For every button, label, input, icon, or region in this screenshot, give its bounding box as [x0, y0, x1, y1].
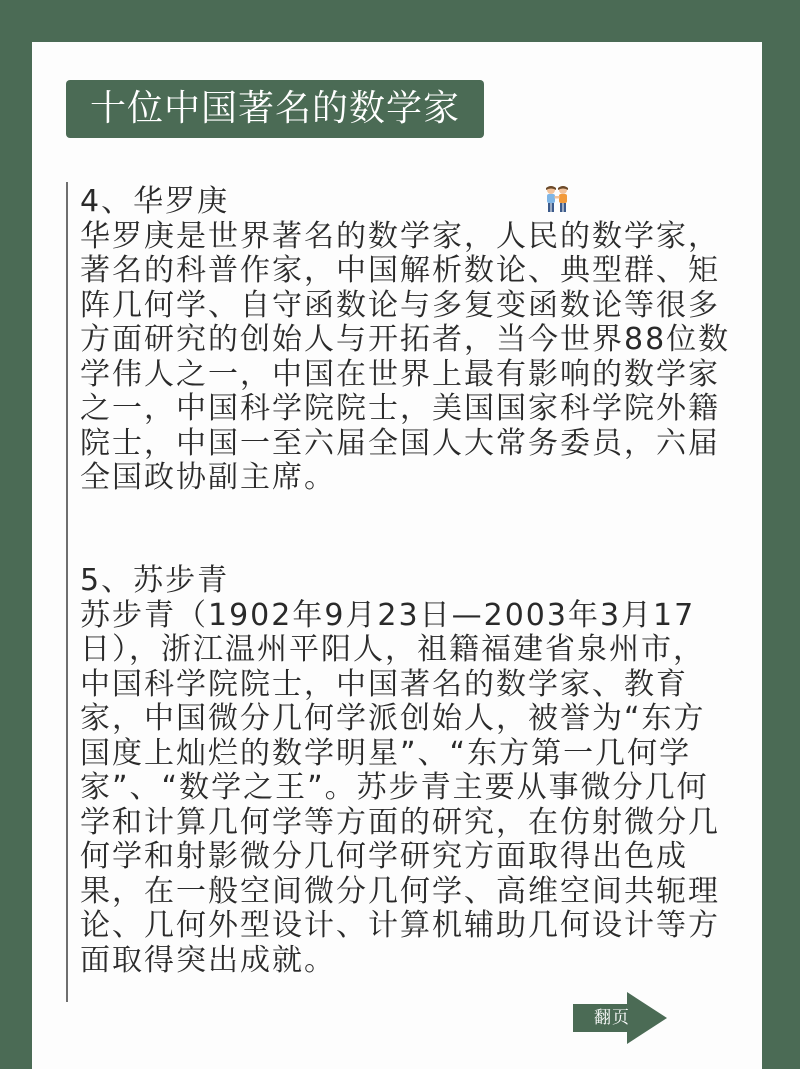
- section-su-buqing: [80, 564, 732, 978]
- section-hua-luogeng: [80, 185, 732, 496]
- next-page-button[interactable]: [573, 992, 669, 1044]
- page-title: 十位中国著名的数学家: [66, 80, 484, 138]
- section-body: 苏步青（1902年9月23日—2003年3月17日），浙江温州平阳人，祖籍福建省泉州市，中国科学院院士，中国著名的数学家、教育家，中国微分几何学派创始人，被誉为“东方国度上灿烂的数学明星”、“东方第一几何学家”、“数学之王”。苏步青主要从事微分几何学和计算几何学等方面的研究，在仿射微分几何学和射影微分几何学研究方面取得出色成果，在一般空间微分几何学、高维空间共轭理论、几何外型设计、计算机辅助几何设计等方面取得突出成就。: [80, 597, 720, 978]
- two-people-icon: [542, 184, 572, 214]
- section-body: 华罗庚是世界著名的数学家，人民的数学家，著名的科普作家，中国解析数论、典型群、矩阵几何学、自守函数论与多复变函数论等很多方面研究的创始人与开拓者，当今世界88位数学伟人之一，中国在世界上最有影响的数学家之一，中国科学院院士，美国国家科学院外籍院士，中国一至六届全国人大常务委员，六届全国政协副主席。: [80, 218, 731, 495]
- content-card: [32, 42, 762, 1069]
- left-divider-line: [66, 182, 68, 1002]
- next-page-label: 翻页: [594, 1008, 630, 1028]
- section-heading: 5、苏步青: [80, 563, 230, 598]
- section-heading: 4、华罗庚: [80, 184, 230, 219]
